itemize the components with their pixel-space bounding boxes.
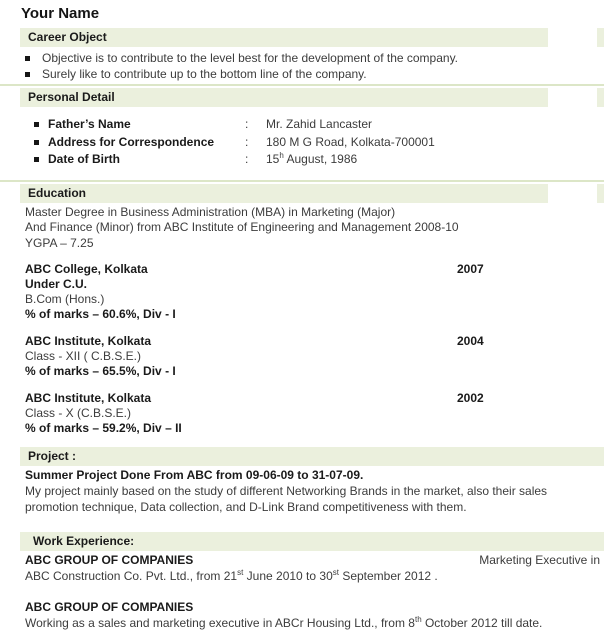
course-line: Class - X (C.B.S.E.) <box>25 406 132 420</box>
institution-name: ABC Institute, Kolkata <box>25 391 152 405</box>
institution-name: ABC College, Kolkata <box>25 262 148 276</box>
education-summary <box>25 205 604 252</box>
personal-label: Date of Birth <box>48 152 120 166</box>
personal-separator: : <box>245 134 249 149</box>
work-company: ABC GROUP OF COMPANIES <box>25 553 194 567</box>
board-line: Under C.U. <box>25 277 88 291</box>
personal-detail-list <box>20 116 604 169</box>
section-heading-personal: Personal Detail <box>20 88 548 107</box>
education-entry <box>25 334 604 379</box>
work-role: Marketing Executive in <box>479 553 600 567</box>
personal-row <box>20 151 604 169</box>
work-entry <box>25 599 603 631</box>
personal-value: Mr. Zahid Lancaster <box>266 117 373 131</box>
bullet-icon <box>25 72 30 77</box>
section-heading-work: Work Experience: <box>20 532 604 551</box>
personal-label: Father’s Name <box>48 117 131 131</box>
career-bullet-text: Objective is to contribute to the level best for the development of the company. <box>42 51 459 65</box>
institution-name: ABC Institute, Kolkata <box>25 334 152 348</box>
personal-value: 15$^h$ August, 1986 <box>266 151 358 166</box>
graduation-year: 2004 <box>457 334 484 348</box>
marks-line: % of marks – 65.5%, Div - I <box>25 364 176 378</box>
career-bullet-list <box>25 50 604 82</box>
bullet-icon <box>34 157 39 162</box>
heading-bar-right-fragment <box>597 28 604 47</box>
section-heading-career: Career Object <box>20 28 548 47</box>
education-entry <box>25 262 604 322</box>
work-company: ABC GROUP OF COMPANIES <box>25 600 194 614</box>
personal-separator: : <box>245 117 249 131</box>
section-heading-row-project <box>0 447 604 466</box>
project-title: Summer Project Done From ABC from 09-06-09 to 31-07-09. <box>25 468 364 482</box>
career-bullet-text: Surely like to contribute up to the bottom line of the company. <box>42 67 367 81</box>
bullet-icon <box>34 140 39 145</box>
personal-label: Address for Correspondence <box>48 134 215 149</box>
bullet-icon <box>25 56 30 61</box>
heading-bar-right-fragment <box>597 184 604 203</box>
graduation-year: 2007 <box>457 262 484 276</box>
section-heading-project: Project : <box>20 447 604 466</box>
course-line: B.Com (Hons.) <box>25 292 105 306</box>
personal-value: 180 M G Road, Kolkata-700001 <box>266 134 435 149</box>
section-heading-row-personal <box>0 88 604 107</box>
education-summary-line: And Finance (Minor) from ABC Institute of Engineering and Management 2008-10 <box>25 220 459 234</box>
personal-row <box>20 116 604 134</box>
education-entry <box>25 391 604 436</box>
education-summary-line: YGPA – 7.25 <box>25 235 94 250</box>
list-item <box>25 50 604 66</box>
list-item <box>25 66 604 82</box>
marks-line: % of marks – 59.2%, Div – II <box>25 421 182 435</box>
section-heading-education: Education <box>20 184 548 203</box>
heading-bar-right-fragment <box>597 88 604 107</box>
project-description: My project mainly based on the study of different Networking Brands in the market, also their sales promotion technique, Data collection, and D-Link Brand competitiveness with them. <box>25 484 548 514</box>
personal-separator: : <box>245 152 249 166</box>
resume-name: Your Name <box>21 5 100 22</box>
work-description: Working as a sales and marketing executive in ABCr Housing Ltd., from 8th October 2012 till date. <box>25 615 543 630</box>
section-heading-row-education <box>0 184 604 203</box>
work-description: ABC Construction Co. Pvt. Ltd., from 21st June 2010 to 30st September 2012 . <box>25 568 438 583</box>
section-heading-row-career <box>0 28 604 47</box>
personal-row <box>20 134 604 152</box>
course-line: Class - XII ( C.B.S.E.) <box>25 349 142 363</box>
marks-line: % of marks – 60.6%, Div - I <box>25 307 176 321</box>
bullet-icon <box>34 122 39 127</box>
work-entry-header <box>25 552 600 568</box>
education-summary-line: Master Degree in Business Administration (MBA) in Marketing (Major) <box>25 204 396 219</box>
graduation-year: 2002 <box>457 391 484 405</box>
section-heading-row-work <box>0 532 604 551</box>
